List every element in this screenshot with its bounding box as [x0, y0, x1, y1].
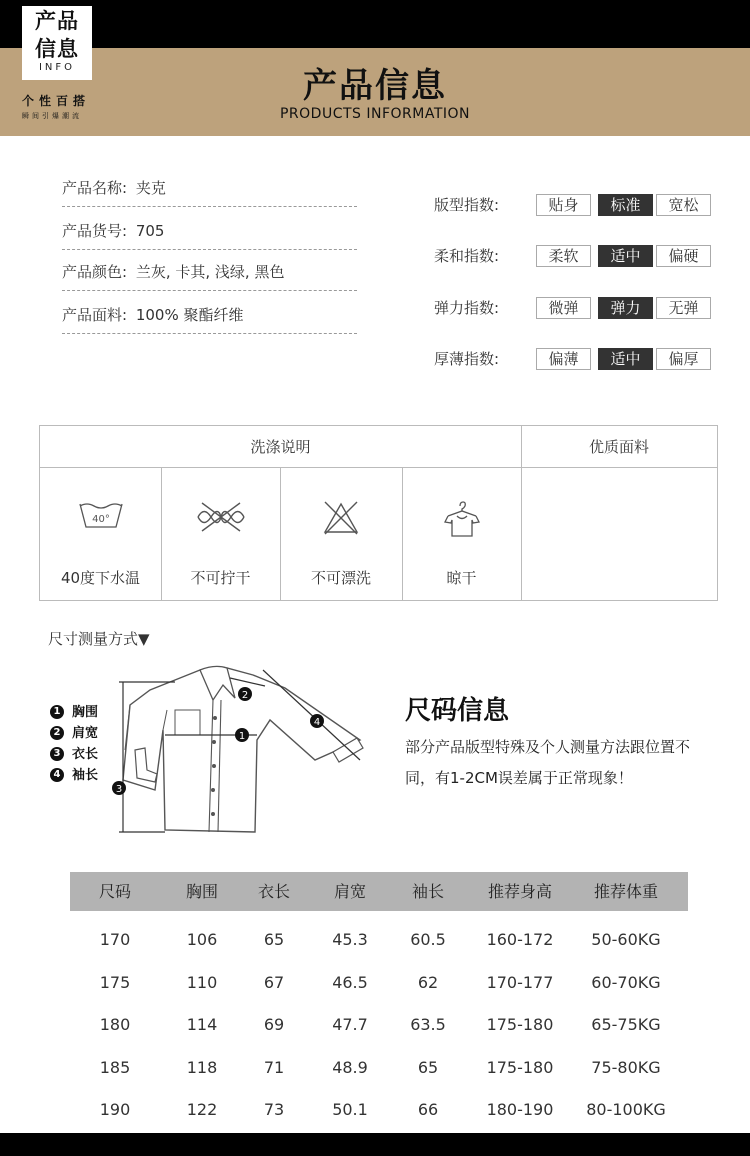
thickness-option-thick: 偏厚	[656, 348, 711, 370]
product-sku-row	[62, 220, 357, 250]
product-color-label: 产品颜色:	[62, 263, 128, 281]
slogan-main: 个性百搭	[22, 94, 91, 108]
col-shoulder: 肩宽	[333, 882, 366, 901]
product-fabric-value: 100% 聚酯纤维	[135, 306, 244, 324]
logo-sub: INFO	[38, 62, 76, 73]
legend-text: 袖长	[72, 768, 99, 783]
cell-height: 160-172	[486, 930, 554, 949]
legend-number: 4	[50, 768, 64, 782]
cell-weight: 80-100KG	[586, 1100, 666, 1120]
product-name-value: 夹克	[135, 179, 166, 197]
product-name-row	[62, 177, 357, 207]
cell-chest: 110	[186, 972, 218, 992]
cell-size: 190	[99, 1100, 131, 1120]
product-fabric-row	[62, 304, 357, 334]
cell-length: 65	[263, 930, 285, 949]
fit-option-loose: 宽松	[656, 194, 711, 216]
cell-shoulder: 48.9	[332, 1057, 368, 1077]
cell-shoulder: 50.1	[332, 1100, 368, 1120]
cell-height: 175-180	[486, 1015, 554, 1035]
col-length: 衣长	[257, 882, 290, 901]
size-info-title: 尺码信息	[405, 696, 510, 726]
wash-40-icon-text: 40°	[91, 514, 110, 525]
size-info-desc: 部分产品版型特殊及个人测量方法跟位置不同，有1-2CM误差属于正常现象！	[405, 738, 691, 787]
cell-weight: 50-60KG	[591, 930, 661, 949]
svg-text:2: 2	[241, 690, 249, 701]
legend-shoulder	[50, 723, 98, 744]
logo-line1: 产品	[35, 9, 79, 33]
thickness-option-medium: 适中	[598, 348, 653, 370]
header-black-bar	[0, 0, 750, 48]
elasticity-index-label: 弹力指数:	[434, 299, 500, 317]
cell-chest: 114	[186, 1015, 218, 1035]
elasticity-option-none: 无弹	[656, 297, 711, 319]
cell-height: 170-177	[486, 972, 554, 992]
size-table	[70, 872, 688, 1124]
cell-sleeve: 60.5	[410, 930, 446, 949]
table-row	[70, 1039, 688, 1082]
cell-length: 71	[263, 1057, 285, 1077]
legend-sleeve	[50, 765, 98, 786]
cell-height: 180-190	[486, 1100, 554, 1120]
legend-text: 肩宽	[72, 726, 99, 741]
thickness-option-thin: 偏薄	[536, 348, 591, 370]
svg-text:4: 4	[313, 717, 321, 728]
svg-text:3: 3	[115, 784, 123, 795]
logo-line2: 信息	[35, 37, 79, 61]
softness-option-hard: 偏硬	[656, 245, 711, 267]
thickness-index-label: 厚薄指数:	[434, 350, 500, 368]
legend-number: 3	[50, 747, 64, 761]
wash-item-no-bleach	[280, 468, 402, 601]
cell-length: 67	[263, 972, 285, 992]
product-color-row	[62, 261, 357, 291]
hang-dry-icon	[442, 500, 482, 540]
cell-shoulder: 46.5	[332, 972, 368, 992]
elasticity-option-slight: 微弹	[536, 297, 591, 319]
hang-dry-label: 晾干	[446, 569, 477, 587]
svg-text:1: 1	[238, 731, 246, 742]
measure-legend	[50, 702, 98, 786]
legend-length	[50, 744, 98, 765]
wash-item-hang-dry	[402, 468, 521, 601]
fit-option-slim: 贴身	[536, 194, 591, 216]
fit-option-standard: 标准	[598, 194, 653, 216]
no-wring-label: 不可拧干	[190, 569, 251, 587]
cell-length: 69	[263, 1015, 285, 1035]
cell-weight: 75-80KG	[591, 1057, 661, 1077]
legend-text: 胸围	[72, 705, 99, 720]
product-color-value: 兰灰, 卡其, 浅绿, 黑色	[135, 263, 285, 281]
cell-chest: 122	[186, 1100, 218, 1120]
cell-size: 180	[99, 1015, 131, 1035]
cell-sleeve: 63.5	[410, 1015, 446, 1035]
cell-sleeve: 66	[417, 1100, 439, 1120]
cell-length: 73	[263, 1100, 285, 1120]
product-sku-value: 705	[135, 222, 165, 240]
fabric-header: 优质面料	[521, 426, 717, 468]
table-row	[70, 911, 688, 954]
wash-40-icon	[78, 500, 124, 530]
col-sleeve: 袖长	[411, 882, 444, 901]
no-bleach-icon	[321, 500, 361, 536]
legend-number: 1	[50, 705, 64, 719]
softness-option-medium: 适中	[598, 245, 653, 267]
col-height: 推荐身高	[487, 882, 552, 901]
cell-sleeve: 62	[417, 972, 439, 992]
legend-text: 衣长	[72, 747, 99, 762]
cell-shoulder: 47.7	[332, 1015, 368, 1035]
col-size: 尺码	[98, 882, 131, 901]
table-row	[70, 954, 688, 997]
wash-instructions-table	[39, 425, 718, 601]
col-weight: 推荐体重	[593, 882, 658, 901]
divider	[521, 426, 522, 601]
cell-shoulder: 45.3	[332, 930, 368, 949]
table-row	[70, 996, 688, 1039]
shirt-measure-diagram	[105, 660, 375, 840]
page-title: 产品信息	[303, 66, 447, 106]
legend-chest	[50, 702, 98, 723]
col-chest: 胸围	[185, 882, 218, 901]
legend-number: 2	[50, 726, 64, 740]
cell-height: 175-180	[486, 1057, 554, 1077]
wash-item-no-wring	[161, 468, 280, 601]
cell-chest: 118	[186, 1057, 218, 1077]
no-bleach-label: 不可漂洗	[310, 569, 371, 587]
softness-option-soft: 柔软	[536, 245, 591, 267]
no-wring-icon	[194, 500, 248, 534]
slogan-sub: 瞬间引爆潮流	[22, 112, 82, 120]
cell-weight: 65-75KG	[591, 1015, 661, 1035]
cell-sleeve: 65	[417, 1057, 439, 1077]
table-row	[70, 1081, 688, 1124]
cell-size: 185	[99, 1057, 131, 1077]
fit-index-label: 版型指数:	[434, 196, 500, 214]
elasticity-option-stretch: 弹力	[598, 297, 653, 319]
softness-index-label: 柔和指数:	[434, 247, 500, 265]
wash-header: 洗涤说明	[40, 426, 521, 468]
size-table-header	[70, 872, 688, 911]
product-fabric-label: 产品面料:	[62, 306, 128, 324]
cell-chest: 106	[186, 930, 218, 949]
product-sku-label: 产品货号:	[62, 222, 128, 240]
measure-method-label: 尺寸测量方式▼	[48, 630, 150, 648]
cell-size: 175	[99, 972, 131, 992]
wash-40-label: 40度下水温	[60, 569, 141, 587]
page-subtitle: PRODUCTS INFORMATION	[279, 106, 471, 122]
product-name-label: 产品名称:	[62, 179, 128, 197]
wash-item-40	[40, 468, 161, 601]
cell-weight: 60-70KG	[591, 972, 661, 992]
cell-size: 170	[99, 930, 131, 949]
footer-black-bar	[0, 1133, 750, 1156]
